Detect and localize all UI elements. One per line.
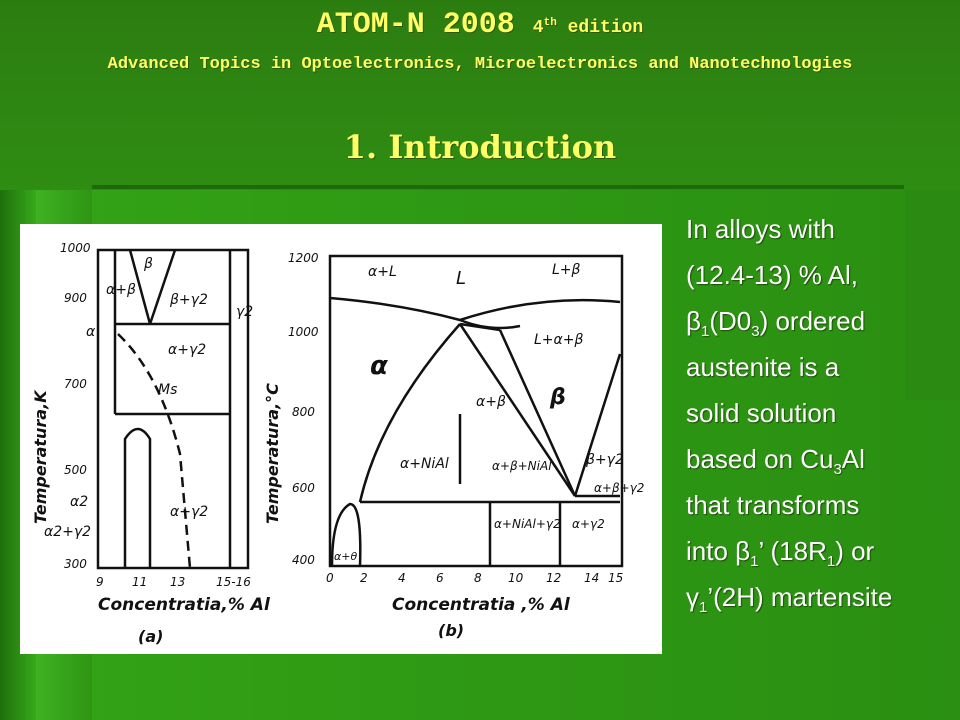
a-phase-label: α <box>86 324 96 340</box>
body-line: In alloys with <box>686 214 835 244</box>
slide-subtitle: Advanced Topics in Optoelectronics, Microelectronics and Nanotechnologies <box>107 55 853 74</box>
b-xtick: 10 <box>508 571 524 585</box>
a-ytick: 1000 <box>60 241 91 255</box>
a-phase-label: α2+γ2 <box>44 524 92 540</box>
a-ytick: 700 <box>64 377 87 391</box>
b-xtick: 8 <box>474 571 482 585</box>
body-line: into $\beta_1$’ $(18R_1)$ or <box>686 536 875 571</box>
a-ytick: 300 <box>64 557 87 571</box>
a-phase-label: β <box>144 256 153 272</box>
b-ytick: 400 <box>292 553 315 567</box>
a-panel-label: (a) <box>138 627 164 646</box>
a-phase-label: β+γ2 <box>170 292 208 308</box>
phase-diagram-figure <box>20 224 662 654</box>
b-phase-label: α+θ <box>334 550 358 563</box>
body-line: $\beta_1(D0_3)$ ordered <box>686 306 866 341</box>
body-line: austenite is a <box>686 352 840 382</box>
b-phase-label: L <box>456 268 467 289</box>
conference-name: ATOM-N 2008 <box>316 8 515 42</box>
b-xlabel: Concentratia ,% Al <box>392 595 570 615</box>
b-xtick: 12 <box>546 571 562 585</box>
b-boundary <box>575 354 620 496</box>
b-phase-label: α+γ2 <box>572 517 605 531</box>
b-phase-label: α+L <box>368 264 397 280</box>
b-xtick: 15 <box>608 571 624 585</box>
body-line: solid solution <box>686 398 837 428</box>
edition-label: 4th edition <box>532 17 644 38</box>
b-ytick: 800 <box>292 405 315 419</box>
ms-line <box>118 334 190 568</box>
body-line: that transforms <box>686 490 860 520</box>
a-ytick: 900 <box>64 291 87 305</box>
a-phase-label: Ms <box>158 382 178 398</box>
b-ytick: 600 <box>292 481 315 495</box>
b-panel-label: (b) <box>438 621 465 640</box>
b-xtick: 0 <box>326 571 334 585</box>
a-phase-label: γ2 <box>236 304 254 320</box>
a-xtick: 11 <box>132 575 148 589</box>
b-phase-label: α+β <box>476 394 506 410</box>
b-phase-label: α+NiAl+γ2 <box>494 517 561 531</box>
panel-b-labels <box>263 251 644 640</box>
b-phase-label: L+β <box>552 262 581 278</box>
body-line: based on $Cu_3Al$ <box>686 444 865 479</box>
header-divider <box>92 185 904 189</box>
b-phase-label: L+α+β <box>534 332 584 348</box>
panel-a-boundary <box>125 429 150 568</box>
a-xtick: 9 <box>96 575 104 589</box>
section-heading: 1. Introduction <box>343 128 617 166</box>
a-phase-label: α2 <box>70 494 89 510</box>
b-boundary <box>460 320 520 328</box>
b-phase-label: α+NiAl <box>400 456 449 472</box>
b-phase-label: β <box>550 385 566 410</box>
b-phase-label: α+β+γ2 <box>594 481 645 495</box>
body-line: (12.4-13) % Al, <box>686 260 858 290</box>
body-line: $\gamma_1’(2H)$ martensite <box>686 582 893 617</box>
b-phase-label: α <box>370 351 388 381</box>
a-ylabel: Temperatura,K <box>31 390 50 524</box>
b-xtick: 6 <box>436 571 444 585</box>
a-phase-label: α+β <box>106 282 136 298</box>
a-xtick: 15-16 <box>216 575 251 589</box>
a-ytick: 500 <box>64 463 87 477</box>
body-paragraph <box>686 206 956 620</box>
b-xtick: 4 <box>398 571 406 585</box>
b-ytick: 1000 <box>288 325 319 339</box>
b-ylabel: Temperatura,°C <box>263 383 282 524</box>
liquidus-line <box>330 298 620 320</box>
b-xtick: 14 <box>584 571 600 585</box>
slide-title <box>0 8 960 42</box>
b-phase-label: β+γ2 <box>586 452 624 468</box>
b-xtick: 2 <box>360 571 368 585</box>
panel-a-boundary <box>150 250 175 324</box>
a-xlabel: Concentratia,% Al <box>98 595 270 615</box>
a-phase-label: α+γ2 <box>170 504 209 520</box>
a-xtick: 13 <box>170 575 186 589</box>
b-ytick: 1200 <box>288 251 319 265</box>
a-phase-label: α+γ2 <box>168 342 207 358</box>
b-phase-label: α+β+NiAl <box>492 459 552 473</box>
